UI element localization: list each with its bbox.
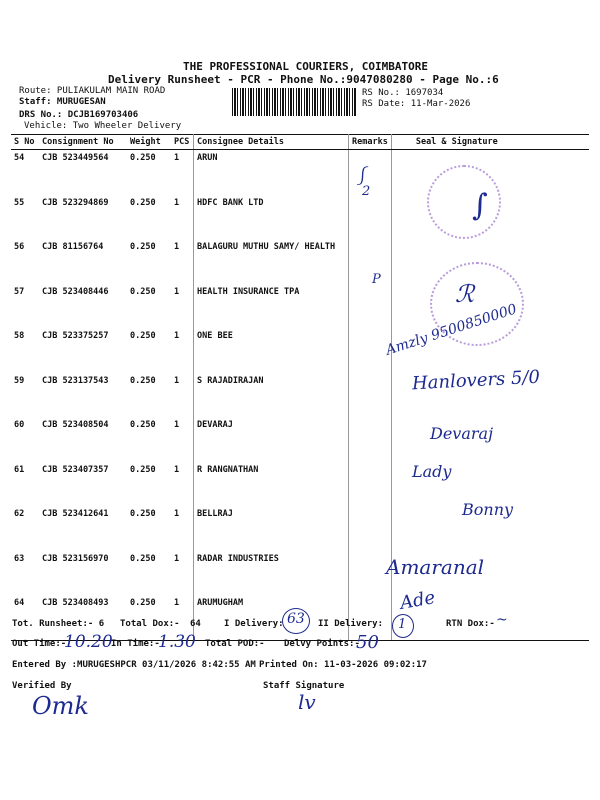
cell-weight: 0.250 — [130, 286, 156, 297]
cell-remarks — [349, 373, 392, 418]
out-time-value: 10.20 — [64, 632, 113, 652]
cell-remarks — [349, 284, 392, 329]
barcode — [232, 88, 356, 116]
route-label: Route: PULIAKULAM MAIN ROAD — [19, 86, 166, 96]
ii-delivery-value: 1 — [398, 617, 407, 632]
cell-consignee: BELLRAJ — [194, 506, 349, 551]
col-pcs: PCS — [171, 135, 194, 150]
signature-63: Amaranal — [386, 555, 485, 579]
cell-weight: 0.250 — [130, 197, 156, 208]
in-time-value: 1.30 — [158, 632, 196, 652]
cell-consignee: R RANGNATHAN — [194, 462, 349, 507]
signature-61: Lady — [412, 462, 452, 481]
company-title: THE PROFESSIONAL COURIERS, COIMBATORE — [183, 60, 429, 73]
rs-number: RS No.: 1697034 — [362, 88, 444, 98]
remark-bracket: ⎰ — [352, 166, 370, 187]
cell-sno: 55 — [14, 197, 25, 208]
cell-remarks — [349, 417, 392, 462]
cell-sno: 62 — [14, 509, 25, 519]
cell-consignment: CJB 523137543 — [42, 375, 109, 386]
cell-pcs: 1 — [171, 195, 194, 240]
verified-by-label: Verified By — [12, 681, 72, 691]
entered-by: Entered By :MURUGESHPCR 03/11/2026 8:42:55 AM — [12, 660, 256, 670]
delvy-points-label: Delvy Points:- — [284, 639, 360, 649]
cell-sno: 54 — [14, 153, 25, 163]
rtn-dash: ~ — [496, 612, 508, 628]
table-row — [11, 150, 589, 195]
cell-sno: 60 — [14, 420, 25, 430]
col-remarks: Remarks — [349, 135, 392, 150]
cell-weight: 0.250 — [130, 153, 156, 163]
col-consignment: Consignment No — [39, 135, 127, 150]
cell-consignee: ONE BEE — [194, 328, 349, 373]
cell-consignment: CJB 523156970 — [42, 553, 109, 564]
cell-consignment: CJB 523408446 — [42, 286, 109, 297]
cell-sno: 59 — [14, 375, 25, 386]
cell-consignee: HDFC BANK LTD — [194, 195, 349, 240]
cell-pcs: 1 — [171, 595, 194, 640]
cell-sno: 58 — [14, 331, 25, 341]
cell-remarks — [349, 551, 392, 596]
i-delivery-value: 63 — [287, 611, 305, 627]
cell-consignee: BALAGURU MUTHU SAMY/ HEALTH — [194, 239, 349, 284]
phone-note: Amzly 9500850000 — [383, 301, 519, 359]
staff-label: Staff: MURUGESAN — [19, 97, 106, 107]
cell-pcs: 1 — [171, 373, 194, 418]
cell-remarks — [349, 506, 392, 551]
cell-consignment: CJB 81156764 — [42, 242, 104, 252]
col-consignee: Consignee Details — [194, 135, 349, 150]
cell-weight: 0.250 — [127, 595, 171, 640]
company-seal-stamp — [427, 165, 501, 239]
rs-date: RS Date: 11-Mar-2026 — [362, 99, 471, 109]
cell-sno: 56 — [14, 242, 25, 252]
tot-runsheet: Tot. Runsheet:- 6 — [12, 619, 105, 629]
cell-pcs: 1 — [171, 284, 194, 329]
cell-remarks — [349, 195, 392, 240]
cell-consignee: DEVARAJ — [194, 417, 349, 462]
runsheet-subtitle: Delivery Runsheet - PCR - Phone No.:9047080280 - Page No.:6 — [108, 73, 499, 86]
rtn-dox-label: RTN Dox:- — [446, 619, 495, 629]
total-dox-label: Total Dox:- — [120, 619, 180, 629]
cell-sno: 57 — [14, 286, 25, 297]
signature-60: Devaraj — [430, 424, 494, 443]
signature-64: Ade — [398, 587, 437, 614]
cell-pcs: 1 — [171, 328, 194, 373]
cell-pcs: 1 — [171, 506, 194, 551]
total-dox-value: 64 — [190, 619, 201, 629]
cell-remarks — [349, 462, 392, 507]
table-row — [11, 551, 589, 596]
cell-weight: 0.250 — [130, 242, 156, 252]
col-sno: S No — [11, 135, 39, 150]
cell-consignee: ARUN — [194, 150, 349, 195]
cell-consignment: CJB 523408493 — [39, 595, 127, 640]
cell-consignment: CJB 523294869 — [42, 197, 109, 208]
cell-consignment: CJB 523412641 — [42, 509, 109, 519]
cell-pcs: 1 — [171, 417, 194, 462]
signature-55: ∫ — [472, 188, 488, 223]
cell-consignee: S RAJADIRAJAN — [194, 373, 349, 418]
cell-consignment: CJB 523375257 — [42, 331, 109, 341]
signature-57: ℛ — [455, 280, 475, 308]
cell-consignment: CJB 523408504 — [42, 420, 109, 430]
cell-consignee: HEALTH INSURANCE TPA — [194, 284, 349, 329]
table-row — [11, 195, 589, 240]
cell-consignee: ARUMUGHAM — [194, 595, 349, 640]
cell-consignee: RADAR INDUSTRIES — [194, 551, 349, 596]
staff-signature-label: Staff Signature — [263, 681, 345, 691]
out-time-label: Out Time:- — [12, 639, 67, 649]
printed-on: Printed On: 11-03-2026 09:02:17 — [259, 660, 427, 670]
ii-delivery-label: II Delivery: — [318, 619, 384, 629]
cell-remarks — [349, 328, 392, 373]
col-seal: Seal & Signature — [391, 135, 589, 150]
i-delivery-label: I Delivery: — [224, 619, 284, 629]
signature-62: Bonny — [462, 500, 514, 519]
vehicle-label: Vehicle: Two Wheeler Delivery — [24, 121, 182, 131]
cell-pcs: 1 — [171, 150, 194, 195]
cell-remarks — [349, 239, 392, 284]
col-weight: Weight — [127, 135, 171, 150]
cell-sno: 61 — [14, 464, 25, 475]
table-row — [11, 417, 589, 462]
staff-signature: lv — [298, 690, 316, 714]
cell-sno: 63 — [14, 553, 25, 564]
cell-pcs: 1 — [171, 551, 194, 596]
cell-weight: 0.250 — [130, 464, 156, 475]
delvy-points-value: 50 — [356, 632, 379, 653]
cell-pcs: 1 — [171, 239, 194, 284]
cell-pcs: 1 — [171, 462, 194, 507]
cell-weight: 0.250 — [130, 420, 156, 430]
cell-consignment: CJB 523449564 — [42, 153, 109, 163]
remark-55: 2 — [362, 184, 371, 199]
table-header-row — [11, 135, 589, 150]
cell-consignment: CJB 523407357 — [42, 464, 109, 475]
cell-weight: 0.250 — [130, 509, 156, 519]
verified-signature: Omk — [32, 692, 89, 720]
cell-weight: 0.250 — [130, 375, 156, 386]
drs-label: DRS No.: DCJB169703406 — [19, 110, 139, 120]
remark-57: P — [372, 272, 381, 287]
cell-weight: 0.250 — [130, 553, 156, 564]
total-pod-label: Total POD:- — [205, 639, 265, 649]
signature-59: Hanlovers 5/0 — [411, 366, 541, 395]
cell-weight: 0.250 — [130, 331, 156, 341]
cell-sno: 64 — [11, 595, 39, 640]
in-time-label: In Time:- — [111, 639, 160, 649]
